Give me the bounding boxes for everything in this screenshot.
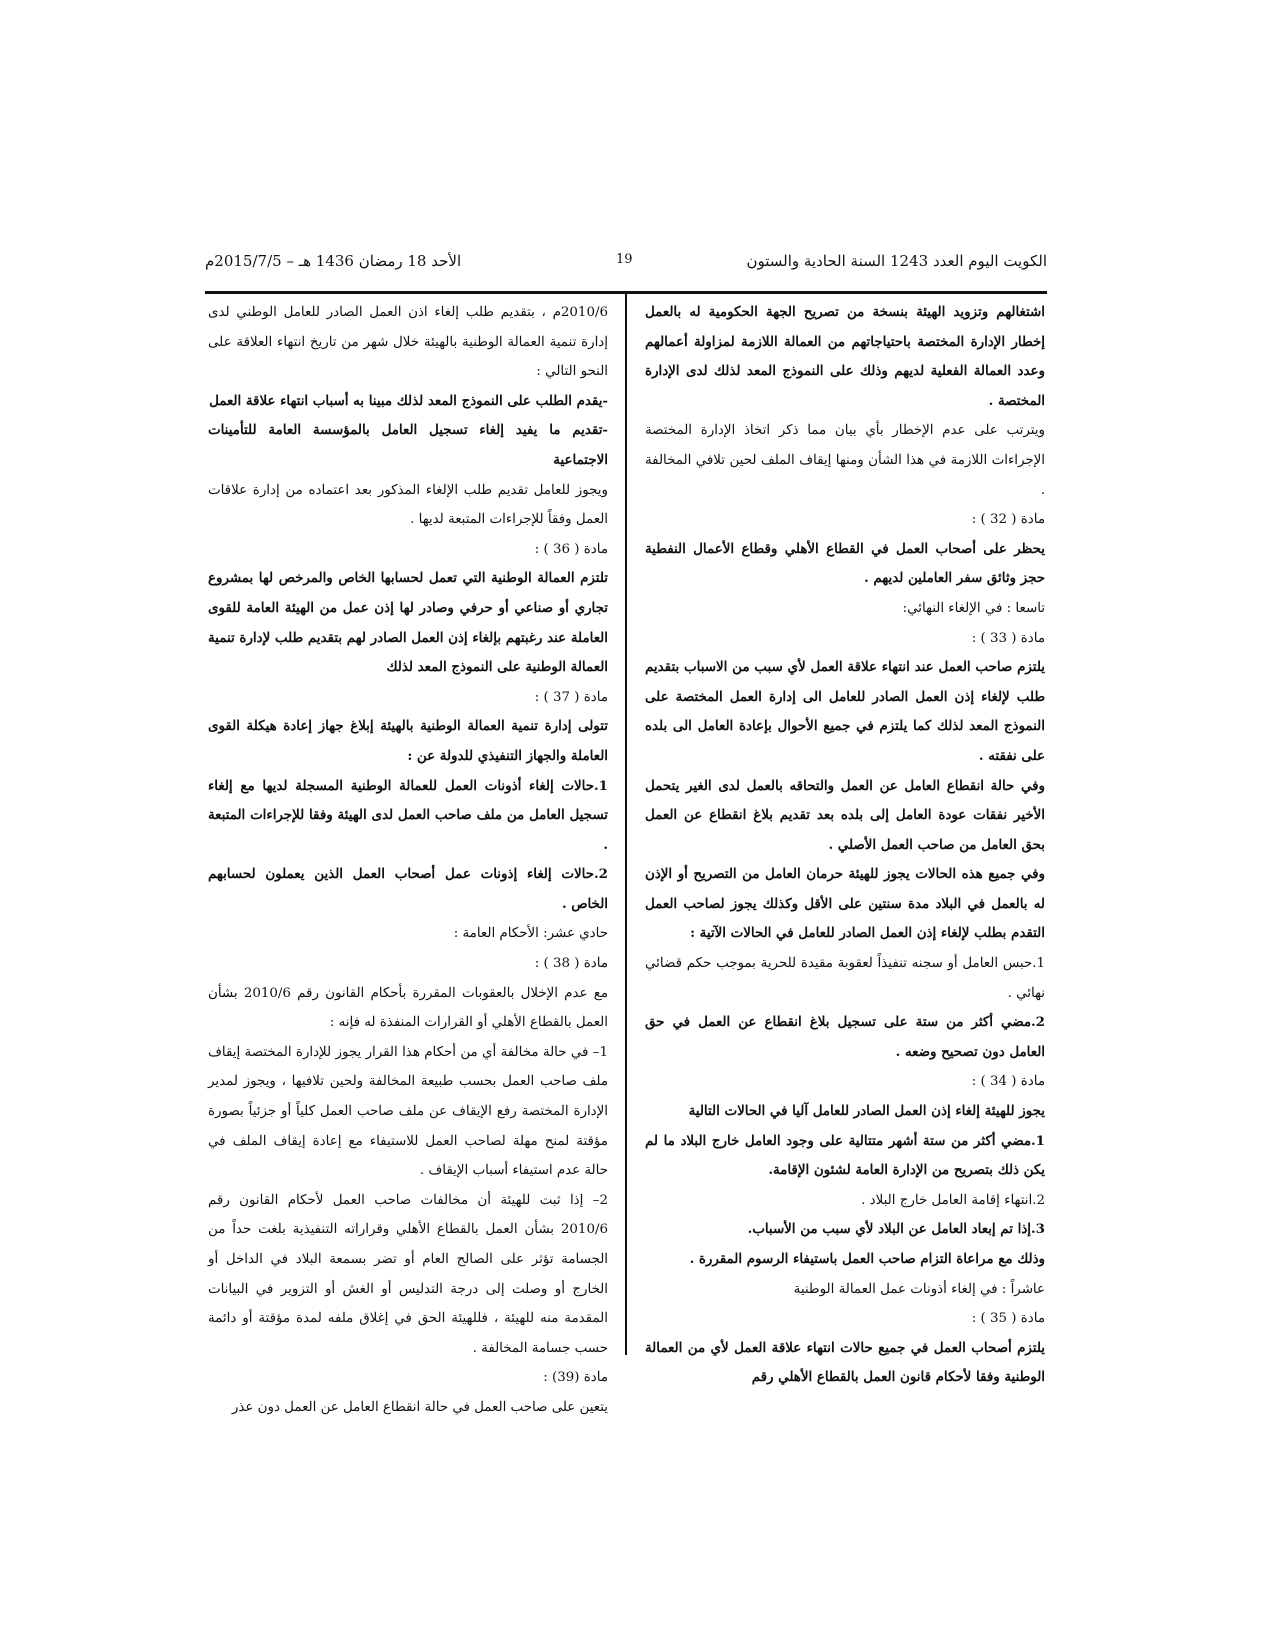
right-column (645, 298, 1045, 1393)
article-heading: مادة ( 37 ) : (534, 689, 608, 705)
paragraph: وذلك مع مراعاة التزام صاحب العمل باستيفاء الرسوم المقررة . (689, 1251, 1045, 1267)
list-item: 2.حالات إلغاء إذونات عمل أصحاب العمل الذين يعملون لحسابهم الخاص . (208, 866, 608, 912)
paragraph: تتولى إدارة تنمية العمالة الوطنية بالهيئة إبلاغ جهاز إعادة هيكلة القوى العاملة والجهاز التنفيذي للدولة عن : (208, 718, 608, 764)
article-heading: مادة ( 36 ) : (534, 541, 608, 557)
page-number: 19 (616, 252, 633, 267)
list-item: 2.انتهاء إقامة العامل خارج البلاد . (861, 1192, 1045, 1208)
article-heading: مادة ( 33 ) : (971, 630, 1045, 646)
paragraph: ويترتب على عدم الإخطار بأي بيان مما ذكر اتخاذ الإدارة المختصة الإجراءات اللازمة في هذا الشأن ومنها إيقاف الملف لحين تلافي المخالفة . (645, 423, 1045, 498)
paragraph: وفي جميع هذه الحالات يجوز للهيئة حرمان العامل من التصريح أو الإذن له بالعمل في البلاد مدة سنتين على الأقل وكذلك يجوز لصاحب العمل التقدم بطلب لإلغاء إذن العمل الصادر للعامل في الحالات الآتية : (645, 866, 1045, 942)
list-item: 2– إذا ثبت للهيئة أن مخالفات صاحب العمل لأحكام القانون رقم 2010/6 بشأن العمل بالقطاع الأهلي وقراراته التنفيذية بلغت حداً من الجسامة تؤثر على الصالح العام أو تضر بسمعة البلاد في الداخل أو الخارج أو وصلت إلى درجة التدليس أو الغش أو التزوير في البيانات المقدمة منه للهيئة ، فللهيئة الحق في إغلاق ملفه لمدة مؤقتة أو دائمة حسب جسامة المخالفة . (208, 1192, 608, 1356)
section-heading: عاشراً : في إلغاء أذونات عمل العمالة الوطنية (793, 1281, 1045, 1297)
paragraph: ويجوز للعامل تقديم طلب الإلغاء المذكور بعد اعتماده من إدارة علاقات العمل وفقاً للإجراءات المتبعة لديها . (208, 482, 608, 528)
paragraph: اشتغالهم وتزويد الهيئة بنسخة من تصريح الجهة الحكومية له بالعمل إخطار الإدارة المختصة باحتياجاتهم من العمالة اللازمة لمزاولة أعمالهم وعدد العمالة الفعلية لديهم وذلك على النموذج المعد لذلك لدى الإدارة المختصة . (645, 304, 1045, 409)
paragraph: تلتزم العمالة الوطنية التي تعمل لحسابها الخاص والمرخص لها بمشروع تجاري أو صناعي أو حرفي وصادر لها إذن عمل من الهيئة العامة للقوى العاملة عند رغبتهم بإلغاء إذن العمل الصادر لهم بتقديم طلب لإدارة تنمية العمالة الوطنية على النموذج المعد لذلك (208, 570, 608, 676)
list-item: 1.حبس العامل أو سجنه تنفيذاً لعقوبة مقيدة للحرية بموجب حكم قضائي نهائي . (645, 956, 1045, 1001)
section-heading: تاسعا : في الإلغاء النهائي: (902, 600, 1045, 616)
list-item: -يقدم الطلب على النموذج المعد لذلك مبينا به أسباب انتهاء علاقة العمل (209, 392, 608, 409)
paragraph: مع عدم الإخلال بالعقوبات المقررة بأحكام القانون رقم 2010/6 بشأن العمل بالقطاع الأهلي أو القرارات المنفذة له فإنه : (208, 985, 609, 1031)
paragraph: يتعين على صاحب العمل في حالة انقطاع العامل عن العمل دون عذر (231, 1399, 608, 1415)
paragraph: 2010/6م ، بتقديم طلب إلغاء اذن العمل الصادر للعامل الوطني لدى إدارة تنمية العمالة الوطنية بالهيئة خلال شهر من تاريخ انتهاء العلاقة على النحو التالي : (208, 305, 608, 380)
paragraph: وفي حالة انقطاع العامل عن العمل والتحاقه بالعمل لدى الغير يتحمل الأخير نفقات عودة العامل إلى بلده بعد تقديم بلاغ انقطاع عن العمل بحق العامل من صاحب العمل الأصلي . (645, 777, 1045, 853)
gazette-issue-info: الكويت اليوم العدد 1243 السنة الحادية والستون (746, 252, 1047, 270)
article-heading: مادة (39) : (543, 1370, 608, 1386)
article-heading: مادة ( 35 ) : (971, 1311, 1045, 1327)
section-heading: حادي عشر: الأحكام العامة : (453, 926, 608, 942)
paragraph: يلتزم أصحاب العمل في جميع حالات انتهاء علاقة العمل لأي من العمالة الوطنية وفقا لأحكام قانون العمل بالقطاع الأهلي رقم (645, 1339, 1045, 1386)
list-item: -تقديم ما يفيد إلغاء تسجيل العامل بالمؤسسة العامة للتأمينات الاجتماعية (208, 422, 608, 468)
list-item: 2.مضي أكثر من ستة على تسجيل بلاغ انقطاع عن العمل في حق العامل دون تصحيح وضعه . (645, 1014, 1045, 1060)
article-heading: مادة ( 34 ) : (971, 1074, 1045, 1090)
paragraph: يجوز للهيئة إلغاء إذن العمل الصادر للعامل آليا في الحالات التالية (688, 1103, 1045, 1120)
article-heading: مادة ( 32 ) : (971, 512, 1045, 528)
left-column (208, 298, 608, 1423)
list-item: 1– في حالة مخالفة أي من أحكام هذا القرار يجوز للإدارة المختصة إيقاف ملف صاحب العمل بحسب طبيعة المخالفة ولحين تلافيها ، ويجوز لمدير الإدارة المختصة رفع الإيقاف عن ملف صاحب العمل كلياً أو جزئياً بصورة مؤقتة لمنح مهلة لصاحب العمل للاستيفاء مع إعادة إيقاف الملف في حالة عدم استيفاء أسباب الإيقاف . (208, 1044, 608, 1179)
publication-date: الأحد 18 رمضان 1436 هـ – 2015/7/5م (205, 252, 462, 270)
list-item: 1.حالات إلغاء أذونات العمل للعمالة الوطنية المسجلة لديها مع إلغاء تسجيل العامل من ملف صاحب العمل لدى الهيئة وفقا للإجراءات المتبعة . (208, 777, 608, 853)
page-header (205, 248, 1047, 276)
article-heading: مادة ( 38 ) : (534, 956, 608, 972)
list-item: 3.إذا تم إبعاد العامل عن البلاد لأي سبب من الأسباب. (747, 1221, 1045, 1238)
list-item: 1.مضي أكثر من ستة أشهر متتالية على وجود العامل خارج البلاد ما لم يكن ذلك بتصريح من الإدارة العامة لشئون الإقامة. (645, 1132, 1045, 1179)
paragraph: يلتزم صاحب العمل عند انتهاء علاقة العمل لأي سبب من الاسباب بتقديم طلب لإلغاء إذن العمل الصادر للعامل الى إدارة العمل المختصة على النموذج المعد لذلك كما يلتزم في جميع الأحوال بإعادة العامل الى بلده على نفقته . (645, 659, 1045, 764)
paragraph: يحظر على أصحاب العمل في القطاع الأهلي وقطاع الأعمال النفطية حجز وثائق سفر العاملين لديهم . (645, 540, 1045, 587)
column-separator (625, 293, 627, 1355)
